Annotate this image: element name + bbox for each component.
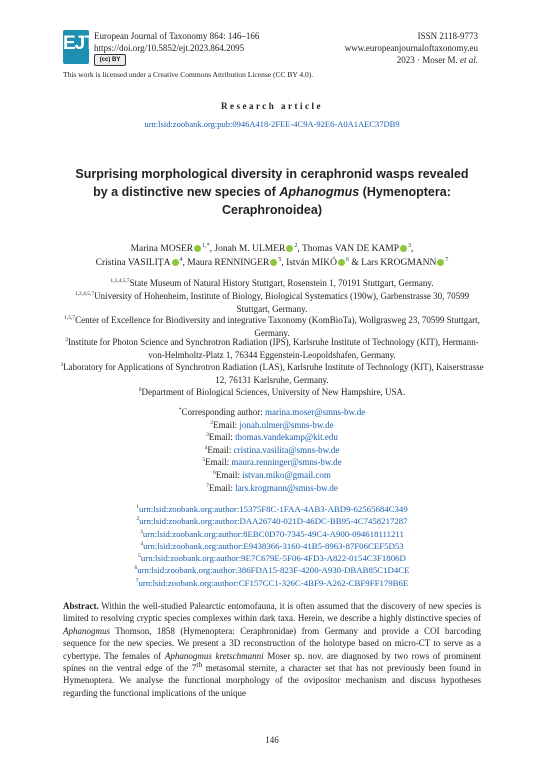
- orcid-icon[interactable]: [270, 259, 277, 266]
- author-name: Marina MOSER: [130, 244, 194, 254]
- email-line: $^4$Email: cristina.vasilita@smns-bw.de: [204, 444, 340, 455]
- email-link[interactable]: cristina.vasilita@smns-bw.de: [233, 444, 340, 455]
- orcid-icon[interactable]: [338, 259, 345, 266]
- publication-lsid[interactable]: urn:lsid:zoobank.org:pub:0946A418-2FEE-4C9A-92E6-A0A1AEC37DB9: [144, 119, 400, 129]
- author-affiliation-marker: 2: [294, 242, 298, 249]
- author-name: Thomas VAN DE KAMP: [301, 244, 400, 254]
- author-separator: ,: [411, 244, 414, 254]
- email-line: $^7$Email: lars.krogmann@smns-bw.de: [206, 482, 338, 493]
- author-name: István MIKÓ: [286, 258, 337, 268]
- author-separator: ,: [182, 258, 188, 268]
- author-lsid: $^4$urn:lsid:zoobank.org:author:E9438366-3160-41B5-8963-87F06CEF5D53: [140, 540, 404, 551]
- author-affiliation-marker: 3: [408, 242, 412, 249]
- author-name: Jonah M. ULMER: [214, 244, 286, 254]
- author-lsid: $^3$urn:lsid:zoobank.org:author:8EBC0D70-7345-49C4-A900-094618111211: [140, 528, 404, 539]
- page-number: 146: [265, 735, 279, 745]
- abstract: Abstract. Within the well-studied Palearctic entomofauna, it is often assumed that the discovery of new species is limited to resolving cryptic species complexes within dark taxa. Herein, we describe a highly distinctive species of Aphanogmus Thomson, 1858 (Hymenoptera: Ceraphronidae) from Germany and provide a COI barcoding sequence for the new species. We present a 3D reconstruction of the holotype based on micro-CT to serve as a cybertype. The females of Aphanogmus kretschmanni Moser sp. nov. are diagnosed by two rows of prominent spines on the ventral edge of the 7th metasomal sternite, a character set that has not previously been found in Hymenoptera. We analyse the functional morphology of the ovipositor mechanism and discuss hypotheses regarding the functional implications of the unique: [63, 601, 482, 698]
- year-author: 2023 · Moser M. et al.: [396, 55, 478, 65]
- author-name: Cristina VASILIȚA: [95, 258, 171, 268]
- header-left: [94, 30, 259, 54]
- email-link[interactable]: istvan.miko@gmail.com: [242, 469, 331, 480]
- email-link[interactable]: maura.renninger@smns-bw.de: [231, 457, 342, 468]
- journal-citation: European Journal of Taxonomy 864: 146–166: [94, 31, 260, 41]
- orcid-icon[interactable]: [437, 259, 444, 266]
- email-link[interactable]: marina.moser@smns-bw.de: [265, 407, 366, 417]
- author-separator: &: [349, 258, 362, 268]
- author-lsid: $^6$urn:lsid:zoobank.org:author:386FDA15-823F-4200-A930-DBAB85C1D4CE: [134, 565, 410, 576]
- author-lsid-link[interactable]: urn:lsid:zoobank.org:author:9E7C679E-5F06-4FD3-A822-0154C3F1806D: [140, 553, 406, 564]
- author-lsid: $^1$urn:lsid:zoobank.org:author:15375F8C-1FAA-4AB3-ABD9-62565684C349: [136, 504, 408, 514]
- author-separator: ,: [209, 244, 215, 254]
- doi-link[interactable]: https://doi.org/10.5852/ejt.2023.864.2095: [94, 43, 245, 53]
- author-affiliation-marker: 5: [278, 256, 282, 263]
- author-affiliation-marker: 7: [445, 256, 449, 263]
- cc-by-badge[interactable]: (cc) BY: [94, 54, 126, 66]
- header-right: [345, 30, 478, 66]
- affiliation-1: $^{1,2,4,5,7}$State Museum of Natural History Stuttgart, Rosenstein 1, 70191 Stuttgart, Germany.: [110, 278, 434, 288]
- orcid-icon[interactable]: [194, 245, 201, 252]
- author-lsid-link[interactable]: urn:lsid:zoobank.org:author:CF157CC1-326C-4BF9-A262-CBF9FF179B6E: [138, 577, 409, 588]
- author-list: [60, 242, 484, 270]
- author-lsid-link[interactable]: urn:lsid:zoobank.org:author:15375F8C-1FAA-4AB3-ABD9-62565684C349: [139, 504, 408, 514]
- author-affiliation-marker: 6: [346, 256, 349, 263]
- email-line: *Corresponding author: marina.moser@smns-bw.de: [178, 407, 366, 417]
- email-link[interactable]: lars.krogmann@smns-bw.de: [235, 482, 338, 493]
- orcid-icon[interactable]: [172, 259, 179, 266]
- orcid-icon[interactable]: [286, 245, 293, 252]
- email-line: $^3$Email: thomas.vandekamp@kit.edu: [206, 432, 338, 443]
- journal-logo-text: EJT: [63, 33, 95, 54]
- author-name: Lars KROGMANN: [361, 258, 437, 268]
- author-lsid-link[interactable]: urn:lsid:zoobank.org:author:E9438366-3160-41B5-8963-87F06CEF5D53: [143, 540, 404, 551]
- license-notice: This work is licensed under a Creative Commons Attribution License (CC BY 4.0).: [63, 70, 314, 79]
- article-type: Research article: [220, 101, 324, 111]
- author-separator: ,: [281, 258, 287, 268]
- author-lsid-link[interactable]: urn:lsid:zoobank.org:author:8EBC0D70-7345-49C4-A900-094618111211: [142, 528, 404, 539]
- website-link[interactable]: www.europeanjournaloftaxonomy.eu: [344, 43, 478, 53]
- author-lsid: $^2$urn:lsid:zoobank.org:author:DAA26740-021D-46DC-BB95-4C7458217287: [136, 516, 408, 527]
- email-line: $^5$Email: maura.renninger@smns-bw.de: [202, 457, 342, 468]
- author-lsid-list: [60, 503, 484, 589]
- affiliation-2: $^{1,2,4,5,7}$University of Hohenheim, Institute of Biology, Biological Systematics (190w), Garbenstrasse 30, 70599 Stuttgart, Germany.: [74, 291, 470, 314]
- email-line: $^6$Email: istvan.miko@gmail.com: [213, 469, 331, 480]
- author-lsid: $^7$urn:lsid:zoobank.org:author:CF157CC1-326C-4BF9-A262-CBF9FF179B6E: [135, 577, 409, 588]
- email-link[interactable]: thomas.vandekamp@kit.edu: [235, 432, 338, 443]
- affiliation-3: $^{1,5,7}$Center of Excellence for Biodiversity and integrative Taxonomy (KomBioTa), Wollgrasweg 23, 70599 Stuttgart, Germany.: [64, 315, 480, 338]
- affiliation-5: $^3$Laboratory for Applications of Synchrotron Radiation (LAS), Karlsruhe Institute of Technology (KIT), Kaiserstrasse 12, 76131 Karlsruhe, Germany.: [60, 362, 484, 385]
- email-list: [60, 406, 484, 494]
- email-line: $^2$Email: jonah.ulmer@smns-bw.de: [210, 419, 334, 430]
- author-affiliation-marker: 1,*: [202, 242, 210, 249]
- orcid-icon[interactable]: [400, 245, 407, 252]
- affiliation-6: $^6$Department of Biological Sciences, University of New Hampshire, USA.: [138, 387, 406, 397]
- author-lsid-link[interactable]: urn:lsid:zoobank.org:author:DAA26740-021D-46DC-BB95-4C7458217287: [139, 516, 408, 527]
- author-affiliation-marker: 4: [179, 256, 183, 263]
- author-separator: ,: [297, 244, 302, 254]
- abstract-heading: Abstract.: [63, 601, 99, 611]
- article-title: Surprising morphological diversity in ceraphronid wasps revealed by a distinctive new species of Aphanogmus (Hymenoptera: Ceraphronoidea): [75, 167, 469, 217]
- email-link[interactable]: jonah.ulmer@smns-bw.de: [239, 419, 334, 430]
- issn: ISSN 2118-9773: [417, 31, 478, 41]
- author-name: Maura RENNINGER: [187, 258, 270, 268]
- author-lsid-link[interactable]: urn:lsid:zoobank.org:author:386FDA15-823F-4200-A930-DBAB85C1D4CE: [137, 565, 410, 576]
- author-lsid: $^5$urn:lsid:zoobank.org:author:9E7C679E-5F06-4FD3-A822-0154C3F1806D: [138, 553, 406, 564]
- affiliation-4: $^3$Institute for Photon Science and Synchrotron Radiation (IPS), Karlsruhe Institute of Technology (KIT), Hermann-von-Helmholtz-Platz 1, 76344 Eggenstein-Leopoldshafen, Germany.: [65, 337, 479, 360]
